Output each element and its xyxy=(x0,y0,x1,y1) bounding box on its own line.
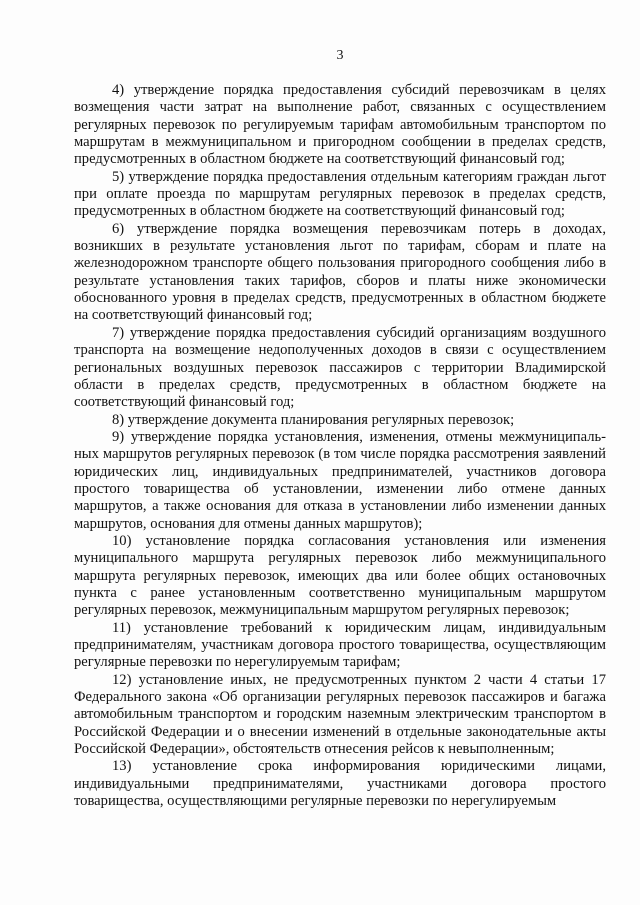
paragraph-item-8: 8) утверждение документа планирования регулярных перевозок; xyxy=(112,411,515,428)
paragraph-item-10: 10) установление порядка согласования установления или изменения муниципального маршрута регулярных перевозок либо межмуниципального маршрута регулярных перевозок, имеющих два или более общих остановочных пункта с ранее установленным соответственно муниципальным маршрутом регулярных перевозок, межмуниципальным маршрутом регулярных перевозок; xyxy=(74,532,606,619)
paragraph-item-9: 9) утверждение порядка установления, изменения, отмены межмуниципаль-ных маршрутов регулярных перевозок (в том числе порядка рассмотрения заявлений юридических лиц, индивидуальных предпринимателей, участников договора простого товарищества об установлении, изменении либо отмене данных маршрутов, а также основания для отказа в установлении либо изменении данных маршрутов, основания для отмены данных маршрутов); xyxy=(74,428,606,532)
paragraph-item-12: 12) установление иных, не предусмотренных пунктом 2 части 4 статьи 17 Федерального закона «Об организации регулярных перевозок пассажиров и багажа автомобильным транспортом и городским наземным электрическим транспортом в Российской Федерации и о внесении изменений в отдельные законодательные акты Российской Федерации», обстоятельств отнесения рейсов к невыполненным; xyxy=(74,671,606,758)
paragraph-item-4: 4) утверждение порядка предоставления субсидий перевозчикам в целях возмещения части затрат на выполнение работ, связанных с осуществлением регулярных перевозок по регулируемым тарифам автомобильным транспортом по маршрутам в межмуниципальном и пригородном сообщении в пределах средств, предусмотренных в областном бюджете на соответствующий финансовый год; xyxy=(74,82,606,168)
paragraph-item-13: 13) установление срока информирования юридическими лицами, индивидуальными предпринимателями, участниками договора простого товарищества, осуществляющими регулярные перевозки по нерегулируемым xyxy=(74,758,606,810)
page-number: 3 xyxy=(336,48,344,63)
paragraph-item-7: 7) утверждение порядка предоставления субсидий организациям воздушного транспорта на возмещение недополученных доходов в связи с осуществлением региональных воздушных перевозок пассажиров с территории Владимирской области в пределах средств, предусмотренных в областном бюджете на соответствующий финансовый год; xyxy=(74,324,606,411)
paragraph-item-6: 6) утверждение порядка возмещения перевозчикам потерь в доходах, возникших в результате установления льгот по тарифам, сборам и плате на железнодорожном транспорте общего пользования пригородного сообщения либо в результате установления таких тарифов, сборов и платы ниже экономически обоснованного уровня в пределах средств, предусмотренных в областном бюджете на соответствующий финансовый год; xyxy=(74,220,606,324)
document-body xyxy=(74,82,606,810)
paragraph-item-11: 11) установление требований к юридическим лицам, индивидуальным предпринимателям, участникам договора простого товарищества, осуществляющим регулярные перевозки по нерегулируемым тарифам; xyxy=(74,619,606,671)
paragraph-item-5: 5) утверждение порядка предоставления отдельным категориям граждан льгот при оплате проезда по маршрутам регулярных перевозок в пределах средств, предусмотренных в областном бюджете на соответствующий финансовый год; xyxy=(74,168,606,220)
